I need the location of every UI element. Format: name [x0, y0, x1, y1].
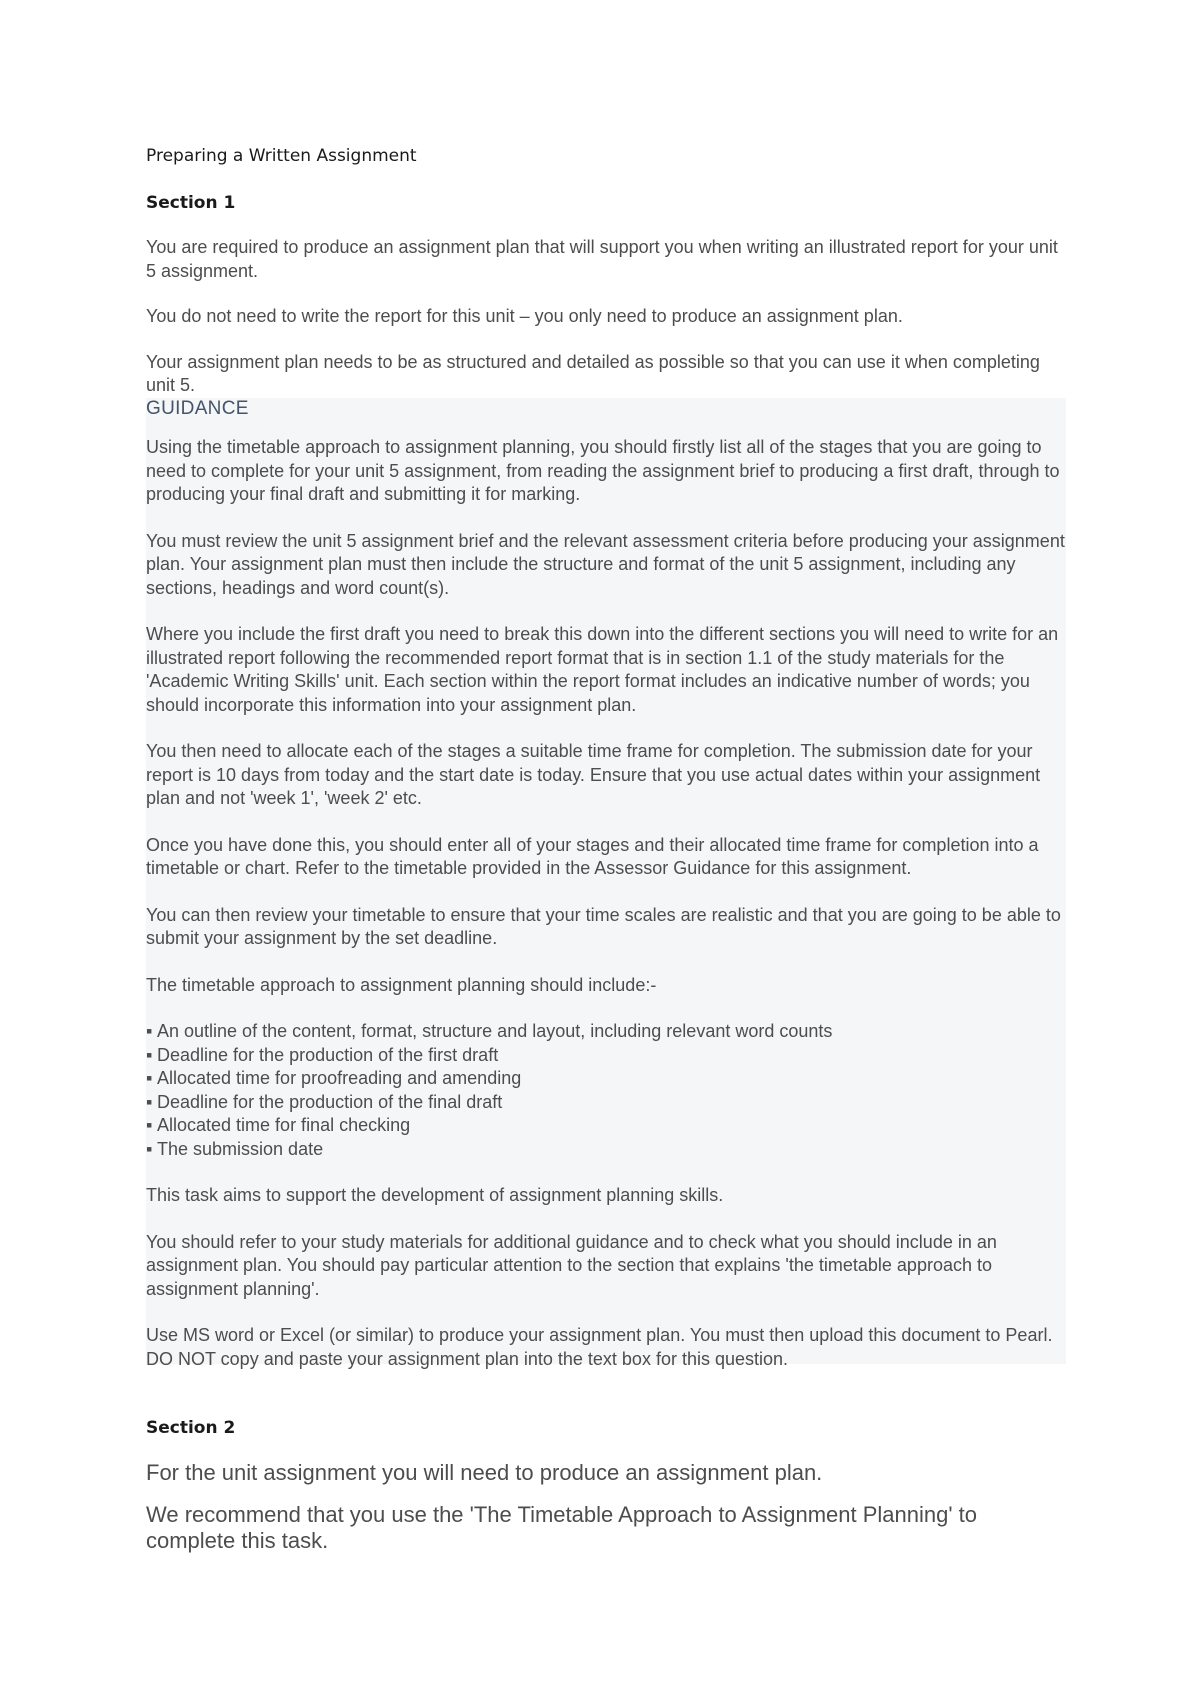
bullet-icon: ▪	[146, 1021, 153, 1041]
list-item-text: Allocated time for proofreading and amending	[157, 1068, 522, 1088]
list-item	[146, 1044, 1066, 1068]
timetable-checklist	[146, 974, 1066, 1162]
list-item-text: Allocated time for final checking	[157, 1115, 411, 1135]
guidance-paragraph: Where you include the first draft you need to break this down into the different sections you will need to write for an illustrated report following the recommended report format that is in section 1.1 of the study materials for the 'Academic Writing Skills' unit. Each section within the report format includes an indicative number of words; you should incorporate this information into your assignment plan.	[146, 624, 1059, 715]
guidance-box	[146, 398, 1066, 1369]
guidance-closing-paragraph: This task aims to support the development of assignment planning skills.	[146, 1185, 724, 1205]
section-2-paragraph: We recommend that you use the 'The Timetable Approach to Assignment Planning' to complete this task.	[146, 1502, 978, 1553]
list-item	[146, 1067, 1066, 1091]
list-item	[146, 1138, 1066, 1162]
guidance-paragraph: You must review the unit 5 assignment brief and the relevant assessment criteria before producing your assignment plan. Your assignment plan must then include the structure and format of the unit 5 assignment, including any sections, headings and word count(s).	[146, 530, 1065, 598]
guidance-paragraph: You can then review your timetable to ensure that your time scales are realistic and that you are going to be able to submit your assignment by the set deadline.	[146, 904, 1061, 948]
bullet-icon: ▪	[146, 1068, 153, 1088]
intro-paragraph: Your assignment plan needs to be as structured and detailed as possible so that you can use it when completing unit 5.	[146, 351, 1040, 395]
document-title: Preparing a Written Assignment	[146, 146, 417, 166]
intro-paragraph: You do not need to write the report for this unit – you only need to produce an assignment plan.	[146, 306, 903, 326]
section-2-heading: Section 2	[146, 1418, 236, 1438]
list-item-text: An outline of the content, format, structure and layout, including relevant word counts	[157, 1021, 833, 1041]
bullet-icon: ▪	[146, 1138, 153, 1159]
section-2-paragraph: For the unit assignment you will need to produce an assignment plan.	[146, 1460, 823, 1485]
section-1-heading: Section 1	[146, 193, 236, 213]
guidance-closing-paragraph: Use MS word or Excel (or similar) to produce your assignment plan. You must then upload this document to Pearl. DO NOT copy and paste your assignment plan into the text box for this question.	[146, 1325, 1053, 1369]
list-item-text: The submission date	[157, 1138, 324, 1159]
guidance-paragraph: You then need to allocate each of the stages a suitable time frame for completion. The submission date for your report is 10 days from today and the start date is today. Ensure that you use actual dates within your assignment plan and not 'week 1', 'week 2' etc.	[146, 741, 1041, 808]
bullet-list	[146, 1020, 1066, 1161]
list-item	[146, 1091, 1066, 1115]
list-item-text: Deadline for the production of the first draft	[157, 1044, 499, 1065]
bullet-icon: ▪	[146, 1091, 153, 1112]
section-1-intro	[146, 236, 1066, 398]
list-item	[146, 1114, 1066, 1138]
guidance-closing-paragraph: You should refer to your study materials for additional guidance and to check what you should include in an assignment plan. You should pay particular attention to the section that explains 'the timetable approach to assignment planning'.	[146, 1231, 997, 1299]
guidance-paragraph: Using the timetable approach to assignment planning, you should firstly list all of the stages that you are going to need to complete for your unit 5 assignment, from reading the assignment brief to producing a first draft, through to producing your final draft and submitting it for marking.	[146, 437, 1060, 504]
guidance-paragraph: Once you have done this, you should enter all of your stages and their allocated time frame for completion into a timetable or chart. Refer to the timetable provided in the Assessor Guidance for this assignment.	[146, 834, 1039, 878]
guidance-heading: GUIDANCE	[146, 398, 249, 419]
bullet-icon: ▪	[146, 1044, 153, 1065]
list-intro: The timetable approach to assignment planning should include:-	[146, 974, 657, 995]
list-item-text: Deadline for the production of the final draft	[157, 1091, 503, 1112]
intro-paragraph: You are required to produce an assignment plan that will support you when writing an illustrated report for your unit 5 assignment.	[146, 237, 1058, 281]
list-item	[146, 1020, 1066, 1044]
bullet-icon: ▪	[146, 1115, 153, 1135]
guidance-body	[146, 436, 1066, 1371]
section-2-body	[146, 1460, 1066, 1570]
